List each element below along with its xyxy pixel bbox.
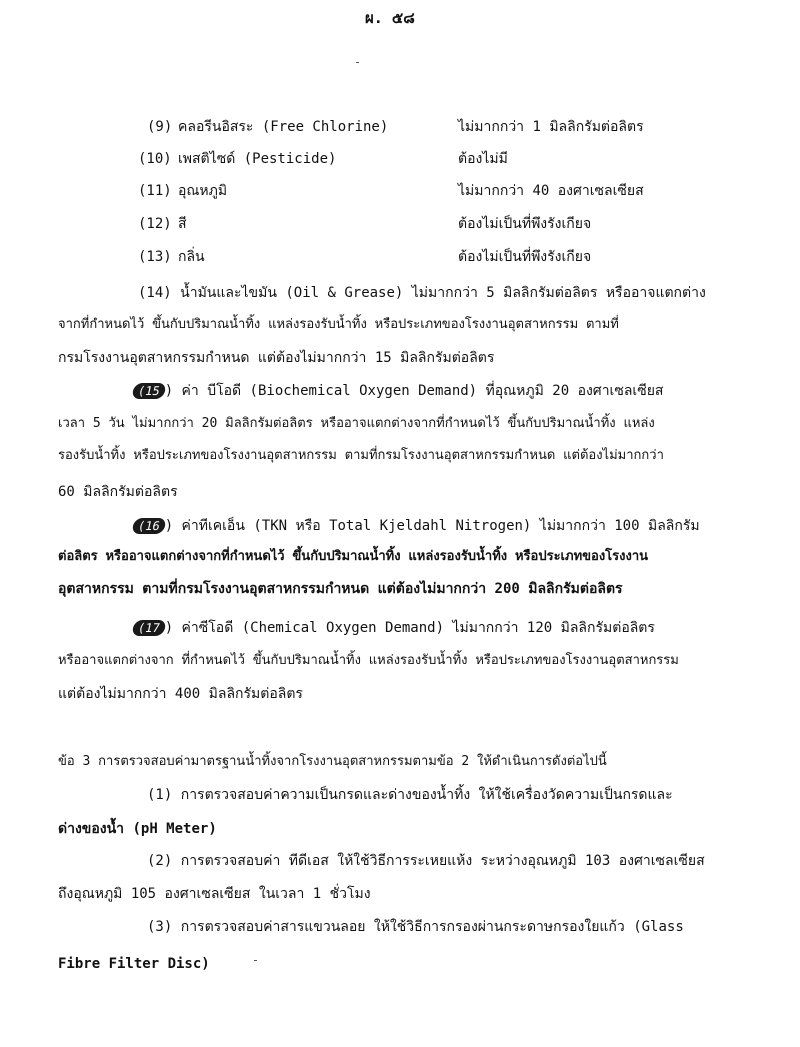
item-9-limit: ไม่มากกว่า 1 มิลลิกรัมต่อลิตร: [458, 119, 644, 135]
item-14-line: จากที่กำหนดไว้ ขึ้นกับปริมาณน้ำทิ้ง แหล่งรองรับน้ำทิ้ง หรือประเภทของโรงงานอุตสาหกรรม ตามที่: [58, 317, 619, 332]
item-13-limit: ต้องไม่เป็นที่พึงรังเกียจ: [458, 249, 592, 265]
highlight-mark: (16: [131, 518, 166, 534]
item-14-line: (14) น้ำมันและไขมัน (Oil & Grease) ไม่มากกว่า 5 มิลลิกรัมต่อลิตร หรืออาจแตกต่าง: [138, 285, 706, 301]
item-13-num: (13): [138, 249, 172, 265]
item-11-num: (11): [138, 183, 172, 199]
item-15-line: [133, 382, 663, 400]
clause-3-heading: ข้อ 3 การตรวจสอบค่ามาตรฐานน้ำทิ้งจากโรงงานอุตสาหกรรมตามข้อ 2 ให้ดำเนินการดังต่อไปนี้: [58, 754, 607, 769]
item-10-num: (10): [138, 151, 172, 167]
item-16-text: ) ค่าทีเคเอ็น (TKN หรือ Total Kjeldahl Nitrogen) ไม่มากกว่า 100 มิลลิกรัม: [164, 518, 700, 534]
item-17-line: หรืออาจแตกต่างจาก ที่กำหนดไว้ ขึ้นกับปริมาณน้ำทิ้ง แหล่งรองรับน้ำทิ้ง หรือประเภทของโรงงานอุตสาหกรรม: [58, 653, 679, 668]
item-13-name: กลิ่น: [178, 249, 205, 265]
clause-3-sub2: ถึงอุณหภูมิ 105 องศาเซลเซียส ในเวลา 1 ชั่วโมง: [58, 886, 371, 902]
item-17-text: ) ค่าซีโอดี (Chemical Oxygen Demand) ไม่มากกว่า 120 มิลลิกรัมต่อลิตร: [164, 620, 655, 636]
item-9-name: คลอรีนอิสระ (Free Chlorine): [178, 119, 389, 135]
item-14-line: กรมโรงงานอุตสาหกรรมกำหนด แต่ต้องไม่มากกว่า 15 มิลลิกรัมต่อลิตร: [58, 350, 495, 366]
clause-3-sub1: ด่างของน้ำ (pH Meter): [58, 821, 217, 837]
highlight-mark: (15: [131, 383, 166, 399]
scan-speck: [254, 960, 257, 961]
item-11-name: อุณหภูมิ: [178, 183, 228, 199]
page-number: ผ. ๕๘: [365, 9, 415, 27]
item-11-limit: ไม่มากกว่า 40 องศาเซลเซียส: [458, 183, 644, 199]
item-17-line: [133, 619, 655, 637]
item-15-line: เวลา 5 วัน ไม่มากกว่า 20 มิลลิกรัมต่อลิตร หรืออาจแตกต่างจากที่กำหนดไว้ ขึ้นกับปริมาณน้ำทิ้ง แหล่ง: [58, 416, 655, 431]
item-12-limit: ต้องไม่เป็นที่พึงรังเกียจ: [458, 216, 592, 232]
item-16-line: ต่อลิตร หรืออาจแตกต่างจากที่กำหนดไว้ ขึ้นกับปริมาณน้ำทิ้ง แหล่งรองรับน้ำทิ้ง หรือประเภทของโรงงาน: [58, 549, 649, 564]
item-15-text: ) ค่า บีโอดี (Biochemical Oxygen Demand) ที่อุณหภูมิ 20 องศาเซลเซียส: [164, 383, 664, 399]
highlight-mark: (17: [131, 620, 166, 636]
clause-3-sub2: (2) การตรวจสอบค่า ทีดีเอส ให้ใช้วิธีการระเหยแห้ง ระหว่างอุณหภูมิ 103 องศาเซลเซียส: [147, 853, 705, 869]
item-16-line: อุตสาหกรรม ตามที่กรมโรงงานอุตสาหกรรมกำหนด แต่ต้องไม่มากกว่า 200 มิลลิกรัมต่อลิตร: [58, 581, 623, 597]
clause-3-sub3: Fibre Filter Disc): [58, 956, 210, 972]
clause-3-sub3: (3) การตรวจสอบค่าสารแขวนลอย ให้ใช้วิธีการกรองผ่านกระดาษกรองใยแก้ว (Glass: [147, 919, 684, 935]
clause-3-sub1: (1) การตรวจสอบค่าความเป็นกรดและด่างของน้ำทิ้ง ให้ใช้เครื่องวัดความเป็นกรดและ: [147, 787, 673, 803]
scan-speck: [356, 62, 359, 63]
item-15-line: รองรับน้ำทิ้ง หรือประเภทของโรงงานอุตสาหกรรม ตามที่กรมโรงงานอุตสาหกรรมกำหนด แต่ต้องไม่มากกว่า: [58, 448, 664, 463]
item-10-limit: ต้องไม่มี: [458, 151, 508, 167]
item-16-line: [133, 517, 700, 535]
item-12-name: สี: [178, 216, 187, 232]
item-10-name: เพสติไซด์ (Pesticide): [178, 151, 337, 167]
item-17-line: แต่ต้องไม่มากกว่า 400 มิลลิกรัมต่อลิตร: [58, 686, 303, 702]
item-15-line: 60 มิลลิกรัมต่อลิตร: [58, 484, 178, 500]
item-9-num: (9): [147, 119, 173, 135]
item-12-num: (12): [138, 216, 172, 232]
